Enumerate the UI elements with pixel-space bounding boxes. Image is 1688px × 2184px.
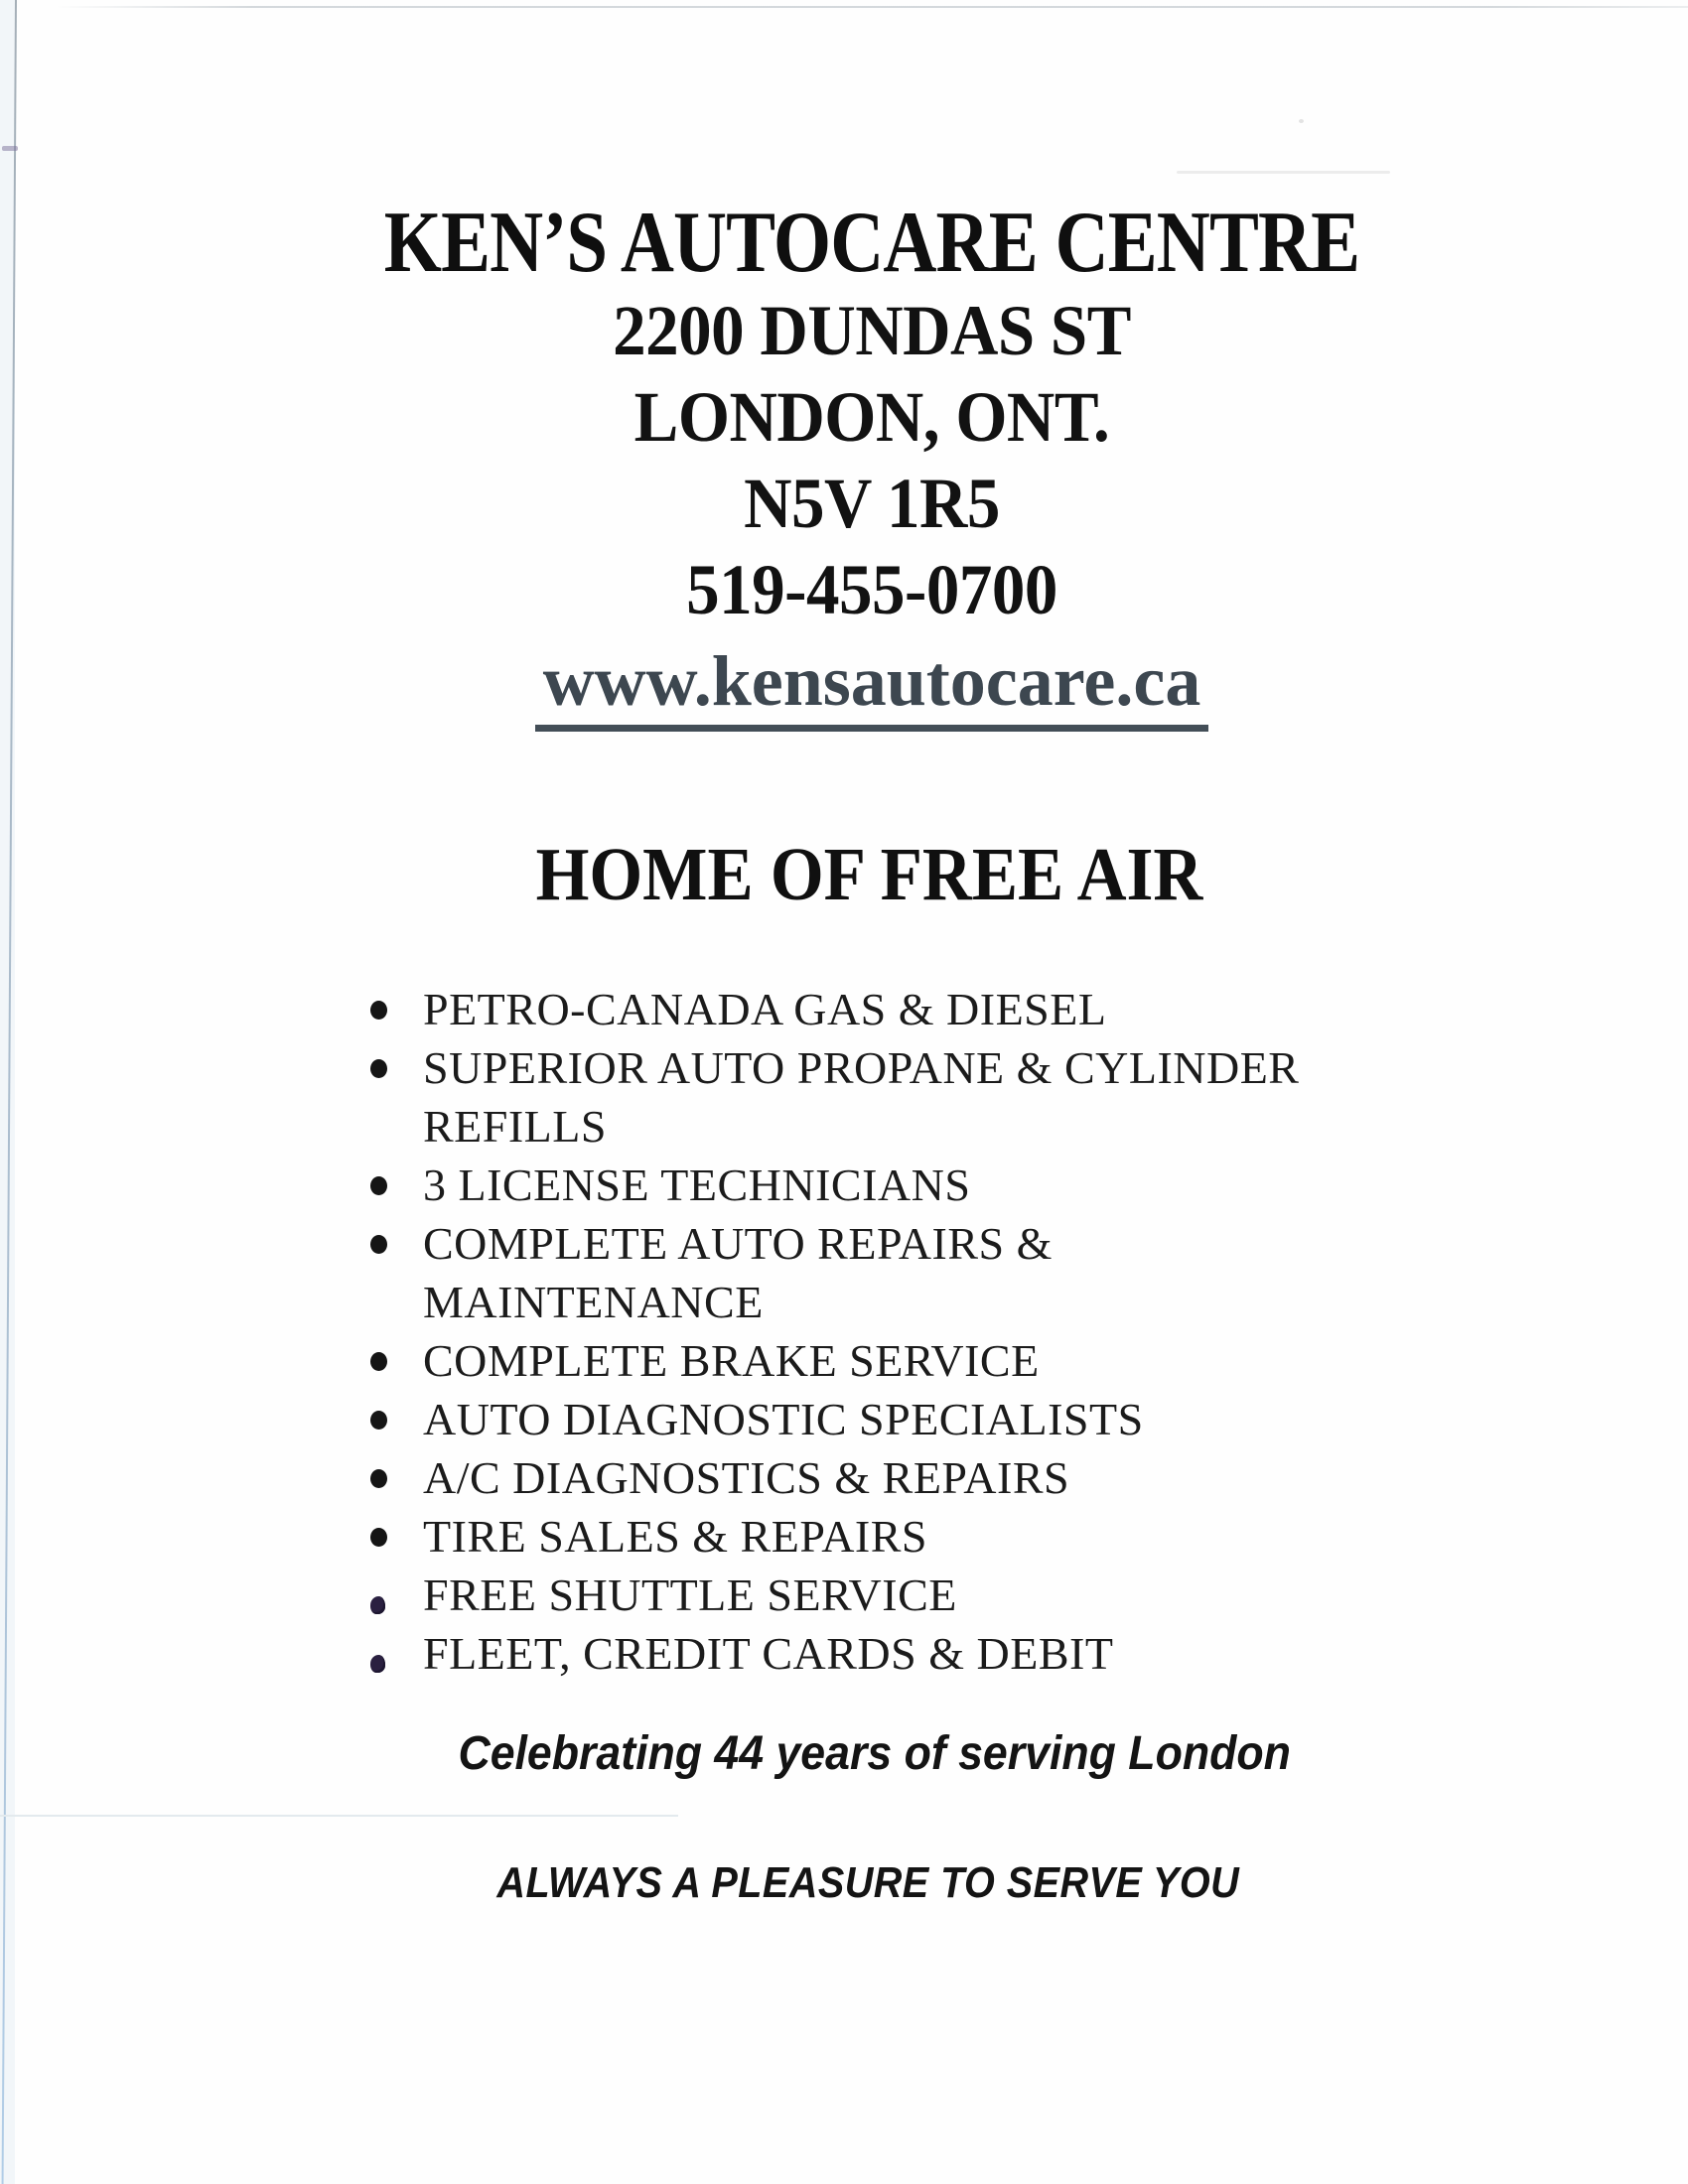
scan-dot (1299, 119, 1304, 123)
bullet-icon (370, 1176, 387, 1195)
list-item-line: 3 LICENSE TECHNICIANS (423, 1160, 971, 1210)
bullet-icon (370, 1235, 387, 1254)
list-item-line: MAINTENANCE (423, 1277, 764, 1327)
list-item-line: TIRE SALES & REPAIRS (423, 1511, 928, 1562)
address-city: LONDON, ONT. (633, 377, 1110, 457)
list-item (423, 1624, 1688, 1683)
list-item-line: A/C DIAGNOSTICS & REPAIRS (423, 1452, 1070, 1503)
bullet-icon (370, 1352, 387, 1371)
list-item-line: AUTO DIAGNOSTIC SPECIALISTS (423, 1394, 1144, 1444)
list-item-line: PETRO-CANADA GAS & DIESEL (423, 984, 1107, 1034)
list-item (423, 1331, 1688, 1390)
phone-number: 519-455-0700 (686, 550, 1057, 629)
services-list (0, 980, 1688, 1683)
business-name: KEN’S AUTOCARE CENTRE (383, 195, 1360, 291)
bullet-icon (370, 1411, 387, 1430)
list-item-line: FLEET, CREDIT CARDS & DEBIT (423, 1628, 1114, 1679)
list-item-line: REFILLS (423, 1101, 607, 1152)
bullet-icon (370, 1528, 387, 1547)
list-item (423, 1507, 1688, 1566)
website-row (56, 641, 1688, 744)
list-item (423, 1390, 1688, 1448)
list-item (423, 1214, 1688, 1331)
bullet-icon (370, 1596, 385, 1614)
address-street: 2200 DUNDAS ST (613, 291, 1131, 370)
list-item (423, 1566, 1688, 1624)
list-item-line: COMPLETE AUTO REPAIRS & (423, 1218, 1053, 1269)
website-link: www.kensautocare.ca (535, 641, 1209, 732)
bullet-icon (370, 1001, 387, 1020)
list-item (423, 980, 1688, 1038)
scan-ink-mark (2, 146, 18, 151)
list-item (423, 1448, 1688, 1507)
list-item-line: COMPLETE BRAKE SERVICE (423, 1335, 1040, 1386)
scan-faint-line (0, 1815, 678, 1817)
headline-home-of-free-air: HOME OF FREE AIR (535, 833, 1203, 916)
tagline-anniversary: Celebrating 44 years of serving London (458, 1727, 1291, 1780)
list-item-line: FREE SHUTTLE SERVICE (423, 1570, 957, 1620)
scan-top-line (55, 6, 1688, 8)
scan-smudge (1177, 171, 1390, 174)
flyer-header (0, 0, 1688, 744)
list-item (423, 1156, 1688, 1214)
postal-code: N5V 1R5 (744, 464, 1000, 543)
bullet-icon (370, 1655, 385, 1673)
list-item (423, 1038, 1688, 1156)
footer-slogan: ALWAYS A PLEASURE TO SERVE YOU (496, 1858, 1240, 1907)
list-item-line: SUPERIOR AUTO PROPANE & CYLINDER (423, 1042, 1300, 1093)
bullet-icon (370, 1469, 387, 1488)
bullet-icon (370, 1059, 387, 1078)
